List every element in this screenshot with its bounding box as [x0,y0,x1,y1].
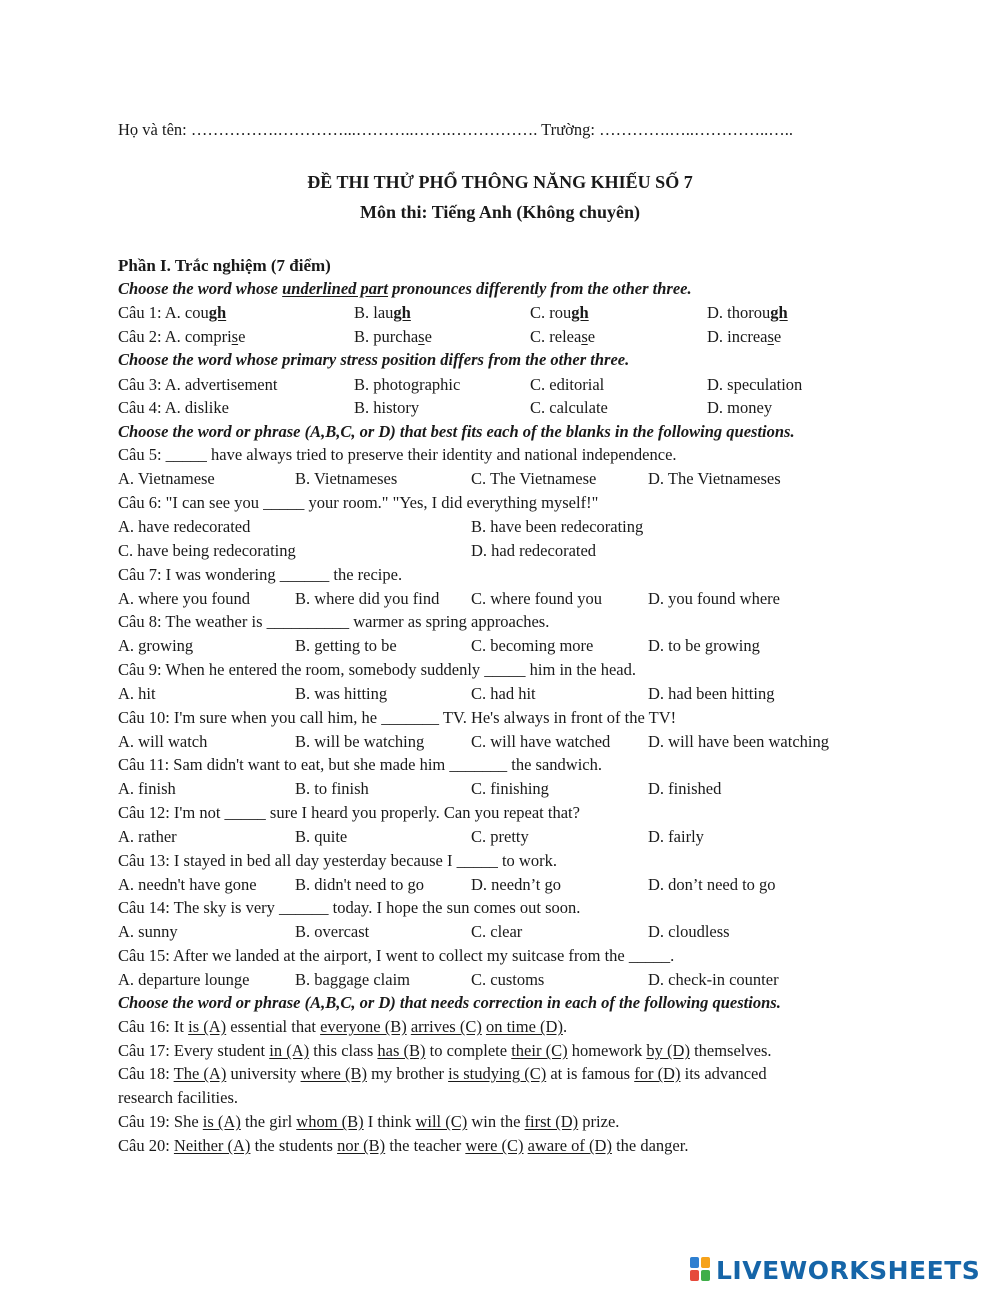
q8-option-a: A. growing [118,636,194,655]
q10-option-c: C. will have watched [471,732,611,751]
q7-option-a: A. where you found [118,589,250,608]
q2-option-a: Câu 2: A. comprise [118,327,246,346]
q8-option-b: B. getting to be [295,636,397,655]
q2-option-d: D. increase [707,327,782,346]
q14-option-b: B. overcast [295,922,370,941]
instruction-1: Choose the word whose underlined part pronounces differently from the other three. [118,279,692,298]
q10-option-b: B. will be watching [295,732,425,751]
q3-option-d: D. speculation [707,375,803,394]
q12-option-d: D. fairly [648,827,704,846]
q15-stem: Câu 15: After we landed at the airport, I went to collect my suitcase from the _____. [118,946,675,965]
q13-option-b: B. didn't need to go [295,875,425,894]
part-heading: Phần I. Trắc nghiệm (7 điểm) [118,256,331,275]
q6-stem: Câu 6: "I can see you _____ your room." "Yes, I did everything myself!" [118,493,599,512]
q12-option-b: B. quite [295,827,348,846]
q13-stem: Câu 13: I stayed in bed all day yesterday because I _____ to work. [118,851,557,870]
liveworksheets-logo-icon [690,1257,712,1283]
q17-sentence: Câu 17: Every student in (A) this class has (B) to complete their (C) homework by (D) themselves. [118,1041,772,1060]
q7-stem: Câu 7: I was wondering ______ the recipe. [118,565,403,584]
exam-subtitle: Môn thi: Tiếng Anh (Không chuyên) [360,202,640,222]
school-label: Trường: [537,120,600,139]
liveworksheets-logo [690,1254,980,1286]
q13-option-a: A. needn't have gone [118,875,257,894]
q6-option-d: D. had redecorated [471,541,597,560]
q11-stem: Câu 11: Sam didn't want to eat, but she made him _______ the sandwich. [118,755,602,774]
q1-option-d: D. thorough [707,303,788,322]
q14-option-c: C. clear [471,922,523,941]
q13-option-d: D. don’t need to go [648,875,776,894]
q4-option-a: Câu 4: A. dislike [118,398,229,417]
q9-option-b: B. was hitting [295,684,388,703]
q9-option-c: C. had hit [471,684,536,703]
q11-option-b: B. to finish [295,779,369,798]
q15-option-b: B. baggage claim [295,970,411,989]
q5-option-b: B. Vietnameses [295,469,398,488]
q1-option-a: Câu 1: A. cough [118,303,227,322]
instruction-2: Choose the word whose primary stress position differs from the other three. [118,350,630,369]
instruction-3: Choose the word or phrase (A,B,C, or D) that best fits each of the blanks in the following questions. [118,422,795,441]
q2-option-c: C. release [530,327,596,346]
q8-option-c: C. becoming more [471,636,594,655]
q8-option-d: D. to be growing [648,636,760,655]
q7-option-d: D. you found where [648,589,780,608]
q3-option-c: C. editorial [530,375,605,394]
q18-continuation: research facilities. [118,1088,239,1107]
q4-option-d: D. money [707,398,773,417]
q11-option-d: D. finished [648,779,722,798]
q6-option-a: A. have redecorated [118,517,251,536]
q1-option-c: C. rough [530,303,589,322]
q10-stem: Câu 10: I'm sure when you call him, he _______ TV. He's always in front of the TV! [118,708,677,727]
q18-sentence: Câu 18: The (A) university where (B) my brother is studying (C) at is famous for (D) its advanced [118,1064,767,1083]
q6-option-c: C. have being redecorating [118,541,296,560]
exam-title: ĐỀ THI THỬ PHỔ THÔNG NĂNG KHIẾU SỐ 7 [307,172,693,192]
school-dots: ………….…..…………..….. [599,120,793,139]
q10-option-d: D. will have been watching [648,732,829,751]
q14-stem: Câu 14: The sky is very ______ today. I hope the sun comes out soon. [118,898,581,917]
name-label: Họ và tên: [118,120,191,139]
q19-sentence: Câu 19: She is (A) the girl whom (B) I think will (C) win the first (D) prize. [118,1112,620,1131]
q11-option-c: C. finishing [471,779,549,798]
q5-option-d: D. The Vietnameses [648,469,781,488]
q11-option-a: A. finish [118,779,176,798]
q15-option-d: D. check-in counter [648,970,779,989]
q9-option-a: A. hit [118,684,156,703]
q9-stem: Câu 9: When he entered the room, somebody suddenly _____ him in the head. [118,660,636,679]
q5-option-a: A. Vietnamese [118,469,215,488]
q6-option-b: B. have been redecorating [471,517,644,536]
q15-option-a: A. departure lounge [118,970,250,989]
liveworksheets-logo-text: LIVEWORKSHEETS [716,1255,981,1285]
q7-option-c: C. where found you [471,589,603,608]
q10-option-a: A. will watch [118,732,208,751]
q12-option-c: C. pretty [471,827,529,846]
q3-option-a: Câu 3: A. advertisement [118,375,278,394]
name-dots: …………….…………...………..…….……………. [190,120,538,139]
q1-option-b: B. laugh [354,303,411,322]
q4-option-c: C. calculate [530,398,608,417]
q4-option-b: B. history [354,398,420,417]
q12-stem: Câu 12: I'm not _____ sure I heard you properly. Can you repeat that? [118,803,580,822]
q9-option-d: D. had been hitting [648,684,775,703]
q13-option-c: D. needn’t go [471,875,561,894]
q7-option-b: B. where did you find [295,589,440,608]
q14-option-a: A. sunny [118,922,178,941]
q16-sentence: Câu 16: It is (A) essential that everyone (B) arrives (C) on time (D). [118,1017,568,1036]
instruction-4: Choose the word or phrase (A,B,C, or D) that needs correction in each of the following questions. [118,993,781,1012]
q15-option-c: C. customs [471,970,545,989]
q3-option-b: B. photographic [354,375,461,394]
q2-option-b: B. purchase [354,327,432,346]
header-line [118,120,793,140]
q8-stem: Câu 8: The weather is __________ warmer as spring approaches. [118,612,550,631]
q14-option-d: D. cloudless [648,922,730,941]
q5-option-c: C. The Vietnamese [471,469,597,488]
q12-option-a: A. rather [118,827,177,846]
q5-stem: Câu 5: _____ have always tried to preserve their identity and national independence. [118,445,677,464]
q20-sentence: Câu 20: Neither (A) the students nor (B) the teacher were (C) aware of (D) the danger. [118,1136,689,1155]
